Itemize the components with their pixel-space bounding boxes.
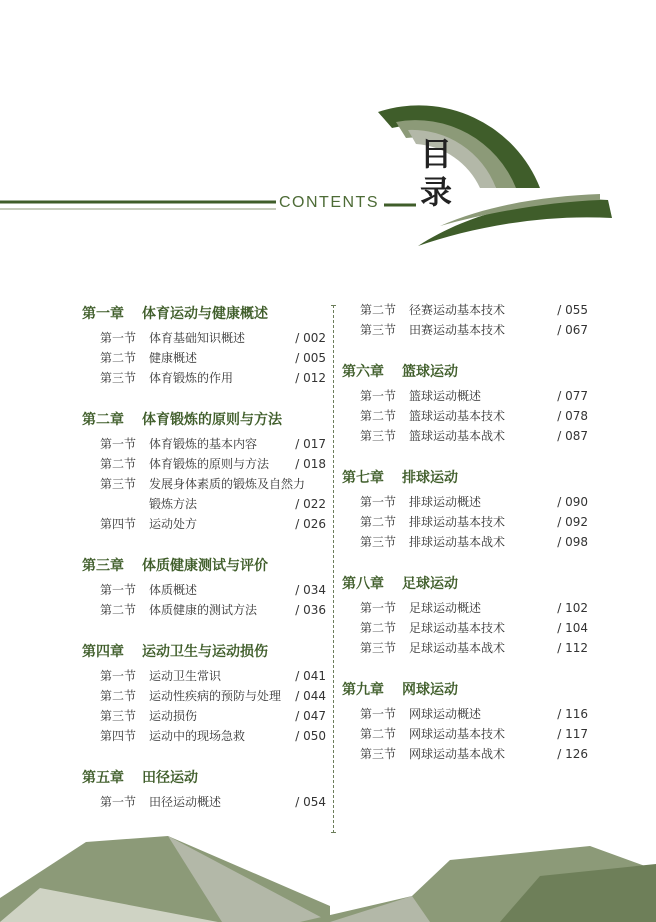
chapter-number: 第五章 xyxy=(82,770,124,786)
chapter-2 xyxy=(82,406,326,534)
section-number: 第二节 xyxy=(100,351,137,365)
page-number: / 098 xyxy=(557,532,588,552)
section-number: 第一节 xyxy=(100,331,137,345)
section-title: 运动损伤 xyxy=(149,709,198,723)
section-entry[interactable] xyxy=(82,792,326,812)
section-number: 第三节 xyxy=(100,477,137,491)
section-number: 第四节 xyxy=(100,517,137,531)
chapter-heading[interactable] xyxy=(342,464,588,492)
section-title: 运动处方 xyxy=(149,517,198,531)
section-entry[interactable] xyxy=(82,514,326,534)
section-number: 第一节 xyxy=(100,795,137,809)
section-number: 第一节 xyxy=(360,707,397,721)
section-number: 第一节 xyxy=(100,669,137,683)
page-number: / 077 xyxy=(557,386,588,406)
page-number: / 017 xyxy=(295,434,326,454)
contents-label: CONTENTS xyxy=(276,194,382,212)
page-number: / 044 xyxy=(295,686,326,706)
page-number: / 041 xyxy=(295,666,326,686)
chapter-number: 第六章 xyxy=(342,364,384,380)
section-number: 第四节 xyxy=(100,729,137,743)
section-title: 体育锻炼的作用 xyxy=(149,371,234,385)
divider-cap-bottom xyxy=(331,832,336,833)
chapter-title: 田径运动 xyxy=(142,770,198,786)
section-entry[interactable] xyxy=(342,512,588,532)
section-title: 健康概述 xyxy=(149,351,198,365)
chapter-title: 网球运动 xyxy=(402,682,458,698)
section-number: 第二节 xyxy=(360,303,397,317)
page-number: / 067 xyxy=(557,320,588,340)
section-number: 第二节 xyxy=(360,727,397,741)
section-number: 第三节 xyxy=(360,429,397,443)
section-title: 排球运动概述 xyxy=(409,495,482,509)
section-title: 体质健康的测试方法 xyxy=(149,603,258,617)
section-title: 体育基础知识概述 xyxy=(149,331,246,345)
page-number: / 078 xyxy=(557,406,588,426)
section-title: 网球运动概述 xyxy=(409,707,482,721)
chapter-heading[interactable] xyxy=(82,638,326,666)
chapter-heading[interactable] xyxy=(342,570,588,598)
section-title: 排球运动基本战术 xyxy=(409,535,506,549)
section-title-continuation: 锻炼方法 xyxy=(149,497,198,511)
section-entry[interactable] xyxy=(82,666,326,686)
page-number: / 126 xyxy=(557,744,588,764)
section-number: 第三节 xyxy=(100,709,137,723)
toc-right-column xyxy=(342,300,588,782)
section-entry[interactable] xyxy=(342,744,588,764)
section-title: 网球运动基本技术 xyxy=(409,727,506,741)
section-title: 篮球运动基本技术 xyxy=(409,409,506,423)
section-entry[interactable] xyxy=(342,704,588,724)
section-entry[interactable] xyxy=(82,580,326,600)
section-number: 第一节 xyxy=(100,437,137,451)
section-title: 网球运动基本战术 xyxy=(409,747,506,761)
page-number: / 055 xyxy=(557,300,588,320)
chapter-title: 体质健康测试与评价 xyxy=(142,558,268,574)
section-title: 篮球运动概述 xyxy=(409,389,482,403)
chapter-heading[interactable] xyxy=(82,406,326,434)
section-entry[interactable] xyxy=(82,474,326,494)
section-entry[interactable] xyxy=(82,454,326,474)
section-title: 径赛运动基本技术 xyxy=(409,303,506,317)
chapter-4 xyxy=(82,638,326,746)
section-number: 第三节 xyxy=(100,371,137,385)
section-entry[interactable] xyxy=(82,328,326,348)
chapter-7 xyxy=(342,464,588,552)
section-title: 运动中的现场急救 xyxy=(149,729,246,743)
chapter-heading[interactable] xyxy=(342,358,588,386)
page-number: / 087 xyxy=(557,426,588,446)
section-entry[interactable] xyxy=(342,532,588,552)
title-char-2: 录 xyxy=(420,173,453,211)
section-entry[interactable] xyxy=(82,600,326,620)
page-number: / 054 xyxy=(295,792,326,812)
section-number: 第三节 xyxy=(360,323,397,337)
page-number: / 104 xyxy=(557,618,588,638)
page-number: / 092 xyxy=(557,512,588,532)
section-number: 第二节 xyxy=(100,603,137,617)
section-entry[interactable] xyxy=(342,426,588,446)
section-number: 第三节 xyxy=(360,641,397,655)
section-number: 第二节 xyxy=(360,621,397,635)
chapter-number: 第一章 xyxy=(82,306,124,322)
chapter-number: 第七章 xyxy=(342,470,384,486)
section-entry[interactable] xyxy=(82,434,326,454)
divider-cap-top xyxy=(331,305,336,306)
section-number: 第二节 xyxy=(100,457,137,471)
page-number: / 034 xyxy=(295,580,326,600)
section-entry[interactable] xyxy=(342,492,588,512)
chapter-heading[interactable] xyxy=(342,676,588,704)
page-number: / 047 xyxy=(295,706,326,726)
chapter-number: 第三章 xyxy=(82,558,124,574)
section-number: 第二节 xyxy=(360,409,397,423)
page-number: / 117 xyxy=(557,724,588,744)
section-entry[interactable] xyxy=(82,368,326,388)
section-entry[interactable] xyxy=(342,320,588,340)
page-number: / 005 xyxy=(295,348,326,368)
section-entry[interactable] xyxy=(342,638,588,658)
chapter-number: 第九章 xyxy=(342,682,384,698)
chapter-8 xyxy=(342,570,588,658)
section-title: 体育锻炼的原则与方法 xyxy=(149,457,270,471)
chapter-title: 体育锻炼的原则与方法 xyxy=(142,412,282,428)
section-entry[interactable] xyxy=(342,724,588,744)
section-number: 第二节 xyxy=(100,689,137,703)
footer-geometric-decoration xyxy=(0,836,656,922)
chapter-number: 第八章 xyxy=(342,576,384,592)
chapter-6 xyxy=(342,358,588,446)
section-number: 第三节 xyxy=(360,747,397,761)
chapter-title: 体育运动与健康概述 xyxy=(142,306,268,322)
chapter-heading[interactable] xyxy=(82,300,326,328)
chapter-9 xyxy=(342,676,588,764)
section-number: 第一节 xyxy=(360,389,397,403)
section-title: 运动性疾病的预防与处理 xyxy=(149,689,282,703)
page-number: / 102 xyxy=(557,598,588,618)
section-title: 排球运动基本技术 xyxy=(409,515,506,529)
section-entry[interactable] xyxy=(82,726,326,746)
chapter-title: 足球运动 xyxy=(402,576,458,592)
section-entry[interactable] xyxy=(342,386,588,406)
section-title: 运动卫生常识 xyxy=(149,669,222,683)
section-entry[interactable] xyxy=(82,706,326,726)
page-number: / 012 xyxy=(295,368,326,388)
section-entry[interactable] xyxy=(342,598,588,618)
section-entry[interactable] xyxy=(82,686,326,706)
chapter-5 xyxy=(82,764,326,812)
title-char-1: 目 xyxy=(420,135,453,173)
chapter-title: 篮球运动 xyxy=(402,364,458,380)
section-entry[interactable] xyxy=(82,348,326,368)
page-number: / 026 xyxy=(295,514,326,534)
page-number: / 050 xyxy=(295,726,326,746)
section-title: 体质概述 xyxy=(149,583,198,597)
chapter-number: 第二章 xyxy=(82,412,124,428)
chapter-number: 第四章 xyxy=(82,644,124,660)
section-number: 第一节 xyxy=(360,495,397,509)
chapter-title: 排球运动 xyxy=(402,470,458,486)
page-number: / 116 xyxy=(557,704,588,724)
page-number: / 036 xyxy=(295,600,326,620)
section-title: 发展身体素质的锻炼及自然力 xyxy=(149,477,306,491)
section-title: 篮球运动基本战术 xyxy=(409,429,506,443)
section-title: 田径运动概述 xyxy=(149,795,222,809)
header-arc-decoration xyxy=(0,0,656,260)
chapter-5-continued xyxy=(342,300,588,340)
section-number: 第一节 xyxy=(360,601,397,615)
chapter-heading[interactable] xyxy=(82,764,326,792)
column-divider xyxy=(333,305,334,833)
page-number: / 022 xyxy=(295,494,326,514)
section-title: 田赛运动基本技术 xyxy=(409,323,506,337)
section-title: 足球运动基本技术 xyxy=(409,621,506,635)
section-entry[interactable] xyxy=(342,618,588,638)
section-title: 足球运动基本战术 xyxy=(409,641,506,655)
page-number: / 112 xyxy=(557,638,588,658)
page-number: / 018 xyxy=(295,454,326,474)
section-number: 第一节 xyxy=(100,583,137,597)
section-number: 第三节 xyxy=(360,535,397,549)
page-number: / 090 xyxy=(557,492,588,512)
section-number: 第二节 xyxy=(360,515,397,529)
section-title: 足球运动概述 xyxy=(409,601,482,615)
page-number: / 002 xyxy=(295,328,326,348)
chapter-3 xyxy=(82,552,326,620)
section-entry-continuation[interactable] xyxy=(82,494,326,514)
section-entry[interactable] xyxy=(342,300,588,320)
chapter-title: 运动卫生与运动损伤 xyxy=(142,644,268,660)
section-entry[interactable] xyxy=(342,406,588,426)
chapter-heading[interactable] xyxy=(82,552,326,580)
section-title: 体育锻炼的基本内容 xyxy=(149,437,258,451)
toc-left-column xyxy=(82,300,326,830)
chapter-1 xyxy=(82,300,326,388)
